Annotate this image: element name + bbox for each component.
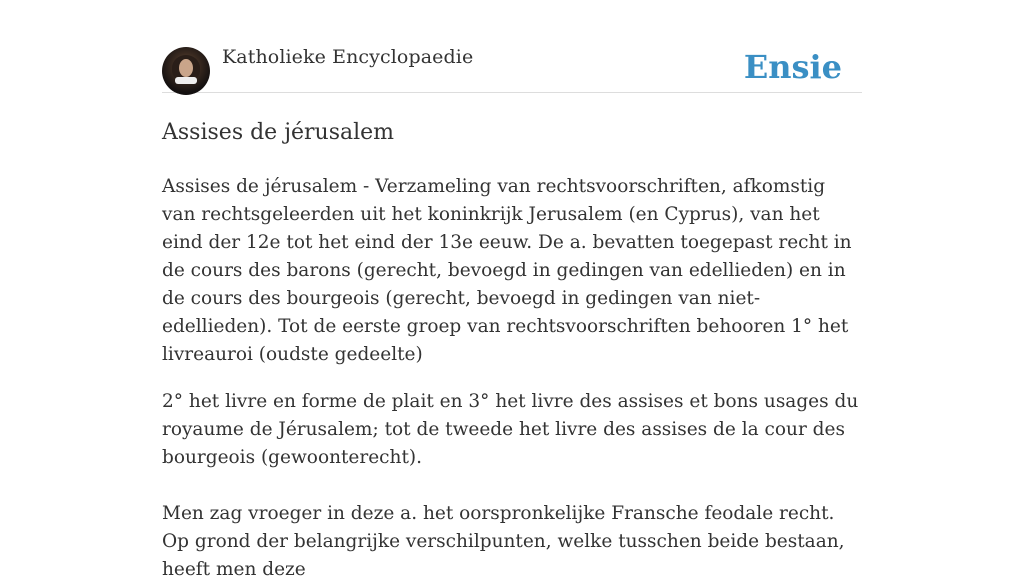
- avatar-face: [179, 59, 193, 77]
- page-header: [162, 0, 862, 93]
- article-paragraph-2: 2° het livre en forme de plait en 3° het livre des assises et bons usages du royaume de Jérusalem; tot de tweede het livre des assises de la cour des bourgeois (gewoonterecht).: [162, 391, 859, 468]
- brand-logo[interactable]: Ensie: [743, 48, 842, 86]
- article-page: [162, 0, 862, 584]
- source-name-link[interactable]: Katholieke Encyclopaedie: [222, 46, 474, 68]
- article-paragraph-1: Assises de jérusalem - Verzameling van rechtsvoorschriften, afkomstig van rechtsgeleerden uit het koninkrijk Jerusalem (en Cyprus), van het eind der 12e tot het eind der 13e eeuw. De a. bevatten toegepast recht in de cours des barons (gerecht, bevoegd in gedingen van edellieden) en in de cours des bourgeois (gerecht, bevoegd in gedingen van niet-edellieden). Tot de eerste groep van rechtsvoorschriften behooren 1° het livreauroi (oudste gedeelte): [162, 176, 852, 365]
- article-title: Assises de jérusalem: [162, 120, 395, 145]
- article-paragraph-3: Men zag vroeger in deze a. het oorspronkelijke Fransche feodale recht. Op grond der belangrijke verschilpunten, welke tusschen beide bestaan, heeft men deze: [162, 503, 845, 580]
- portrait-avatar-icon[interactable]: [162, 47, 210, 95]
- avatar-collar: [175, 77, 197, 84]
